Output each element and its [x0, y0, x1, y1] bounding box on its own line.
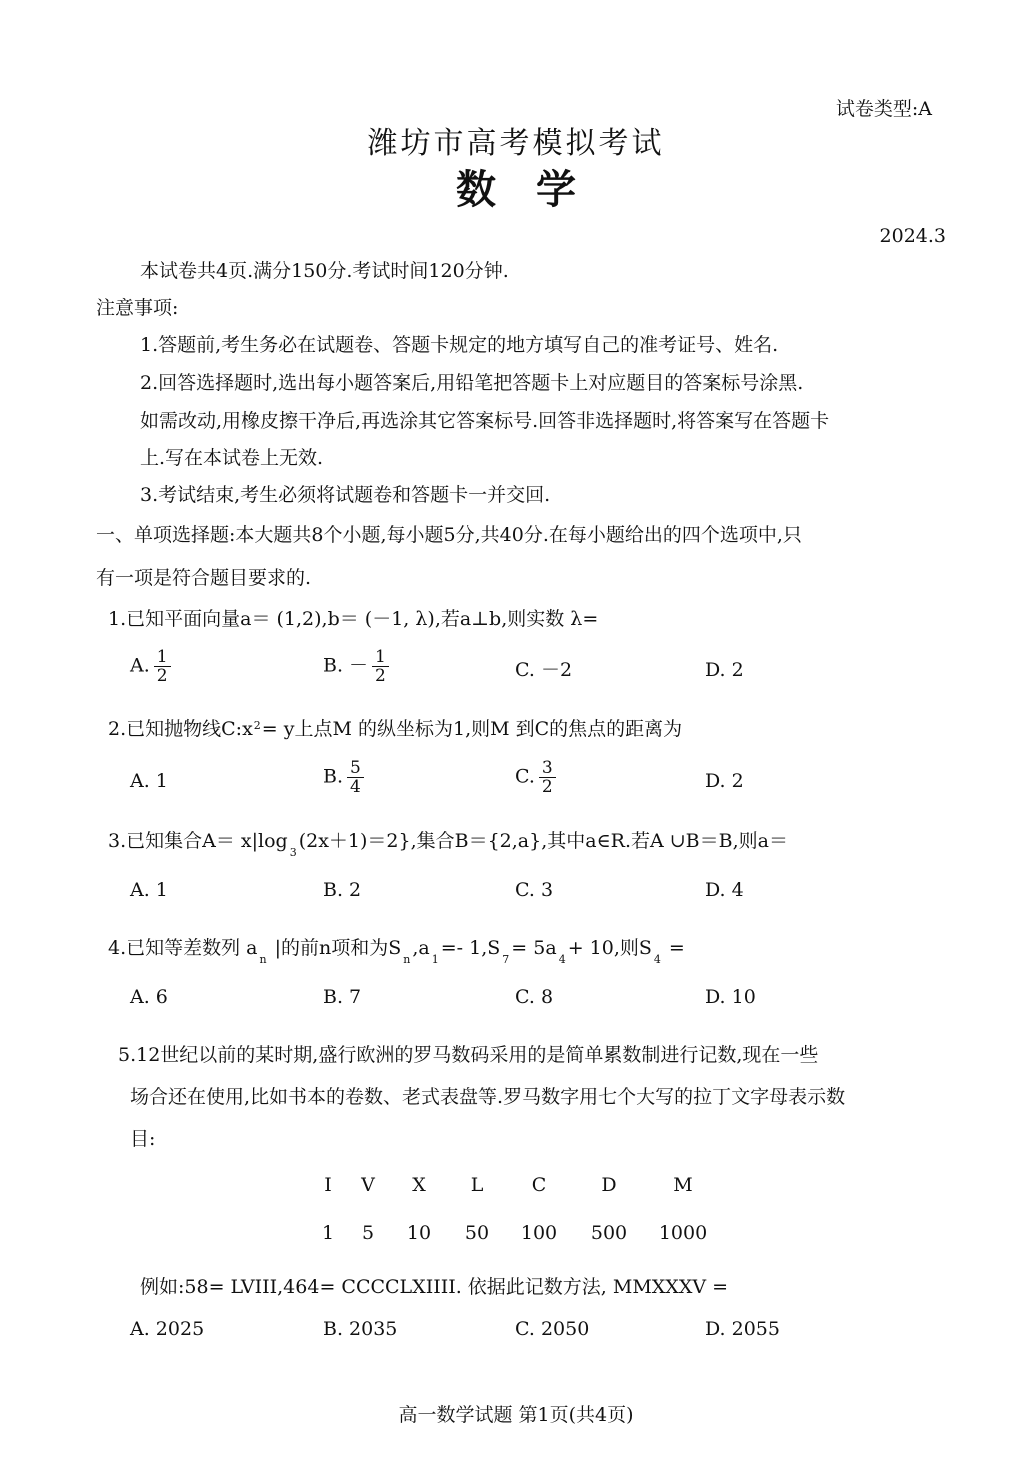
option-label: B. — [323, 765, 344, 788]
q1-option-a[interactable] — [130, 648, 171, 685]
denominator: 2 — [156, 666, 168, 686]
option-label: B. － — [323, 654, 369, 677]
stem-text: (2x＋1)＝2},集合B＝{2,a},其中a∈R.若A ∪B＝B,则a＝ — [298, 830, 788, 852]
stem-text: = — [662, 937, 685, 959]
roman-value: 5 — [361, 1222, 375, 1244]
numerator: 1 — [154, 648, 171, 667]
question-3-stem — [108, 830, 788, 859]
q3-option-a[interactable]: A. 1 — [130, 879, 168, 901]
question-5-line-1: 5.12世纪以前的某时期,盛行欧洲的罗马数码采用的是简单累数制进行记数,现在一些 — [118, 1044, 819, 1066]
roman-letter: V — [361, 1174, 375, 1196]
stem-text: = 5a — [511, 937, 557, 959]
subscript: n — [403, 953, 411, 966]
subject-title: 数 学 — [456, 166, 576, 213]
roman-values-row — [310, 1222, 720, 1244]
roman-letter: D — [601, 1174, 617, 1196]
q5-option-d[interactable]: D. 2055 — [705, 1318, 780, 1340]
numerator: 5 — [347, 759, 364, 778]
option-label: C. — [515, 765, 535, 788]
subscript: 3 — [289, 846, 297, 859]
q5-option-b[interactable]: B. 2035 — [323, 1318, 398, 1340]
notice-item-2-line-2: 如需改动,用橡皮擦干净后,再选涂其它答案标号.回答非选择题时,将答案写在答题卡 — [140, 410, 830, 432]
q5-option-a[interactable]: A. 2025 — [130, 1318, 205, 1340]
roman-letter: I — [324, 1174, 332, 1196]
stem-text: =- 1,S — [440, 937, 501, 959]
roman-letter: C — [531, 1174, 547, 1196]
question-5-line-3: 目: — [130, 1128, 156, 1150]
intro-text: 本试卷共4页.满分150分.考试时间120分钟. — [140, 260, 509, 282]
q4-option-b[interactable]: B. 7 — [323, 986, 362, 1008]
fraction — [347, 759, 364, 796]
roman-letter: L — [470, 1174, 484, 1196]
option-label: A. — [130, 654, 150, 677]
stem-text: 3.已知集合A＝ x|log — [108, 830, 288, 852]
denominator: 4 — [350, 777, 361, 797]
question-5-line-2: 场合还在使用,比如书本的卷数、老式表盘等.罗马数字用七个大写的拉丁文字母表示数 — [130, 1086, 846, 1108]
stem-text: 4.已知等差数列 a — [108, 937, 258, 959]
roman-value: 500 — [590, 1222, 628, 1244]
q4-option-c[interactable]: C. 8 — [515, 986, 554, 1008]
q3-option-d[interactable]: D. 4 — [705, 879, 744, 901]
notice-item-1: 1.答题前,考生务必在试题卷、答题卡规定的地方填写自己的准考证号、姓名. — [140, 334, 779, 356]
roman-value: 50 — [464, 1222, 490, 1244]
q1-option-c[interactable]: C. －2 — [515, 659, 573, 681]
question-5-example: 例如:58= LVIII,464= CCCCLXIIII. 依据此记数方法, MMXXXV = — [140, 1276, 729, 1298]
q3-option-b[interactable]: B. 2 — [323, 879, 362, 901]
q2-option-d[interactable]: D. 2 — [705, 770, 744, 792]
exam-title: 潍坊市高考模拟考试 — [367, 126, 665, 161]
paper-type: 试卷类型:A — [835, 98, 932, 120]
q2-option-c[interactable] — [515, 759, 556, 796]
q5-option-c[interactable]: C. 2050 — [515, 1318, 590, 1340]
fraction — [539, 759, 556, 796]
q3-option-c[interactable]: C. 3 — [515, 879, 554, 901]
subscript: 1 — [431, 953, 439, 966]
exam-date: 2024.3 — [879, 225, 946, 247]
question-1-stem: 1.已知平面向量a＝ (1,2),b＝ (－1, λ),若a⊥b,则实数 λ= — [108, 608, 599, 630]
notice-item-2-line-3: 上.写在本试卷上无效. — [140, 447, 324, 469]
q1-option-b[interactable] — [323, 648, 389, 685]
fraction — [154, 648, 171, 685]
subscript: n — [259, 953, 267, 966]
notice-heading: 注意事项: — [96, 297, 179, 319]
stem-text: 2.已知抛物线C:x — [108, 718, 253, 740]
q4-option-d[interactable]: D. 10 — [705, 986, 756, 1008]
subscript: 4 — [653, 953, 661, 966]
question-2-stem — [108, 718, 682, 743]
superscript: 2 — [253, 719, 261, 732]
numerator: 3 — [539, 759, 556, 778]
denominator: 2 — [541, 777, 553, 797]
q4-option-a[interactable]: A. 6 — [130, 986, 168, 1008]
roman-letter: X — [412, 1174, 426, 1196]
page-footer: 高一数学试题 第1页(共4页) — [398, 1404, 634, 1426]
stem-text: ,a — [412, 937, 430, 959]
roman-value: 1 — [321, 1222, 335, 1244]
roman-value: 1000 — [658, 1222, 708, 1244]
q2-option-b[interactable] — [323, 759, 364, 796]
roman-letter: M — [673, 1174, 693, 1196]
question-4-stem — [108, 937, 685, 966]
roman-letters-row — [310, 1174, 720, 1196]
roman-value: 10 — [406, 1222, 432, 1244]
stem-text: + 10,则S — [567, 937, 652, 959]
section-heading-line-1: 一、单项选择题:本大题共8个小题,每小题5分,共40分.在每小题给出的四个选项中,只 — [96, 524, 802, 546]
fraction — [372, 648, 389, 685]
subscript: 7 — [502, 953, 510, 966]
notice-item-3: 3.考试结束,考生必须将试题卷和答题卡一并交回. — [140, 484, 551, 506]
denominator: 2 — [375, 666, 386, 686]
notice-item-2-line-1: 2.回答选择题时,选出每小题答案后,用铅笔把答题卡上对应题目的答案标号涂黑. — [140, 372, 804, 394]
numerator: 1 — [372, 648, 389, 667]
q2-option-a[interactable]: A. 1 — [130, 770, 168, 792]
stem-text: = y上点M 的纵坐标为1,则M 到C的焦点的距离为 — [261, 718, 683, 740]
q1-option-d[interactable]: D. 2 — [705, 659, 744, 681]
roman-value: 100 — [520, 1222, 558, 1244]
section-heading-line-2: 有一项是符合题目要求的. — [96, 567, 312, 589]
subscript: 4 — [558, 953, 566, 966]
stem-text: |的前n项和为S — [268, 937, 402, 959]
